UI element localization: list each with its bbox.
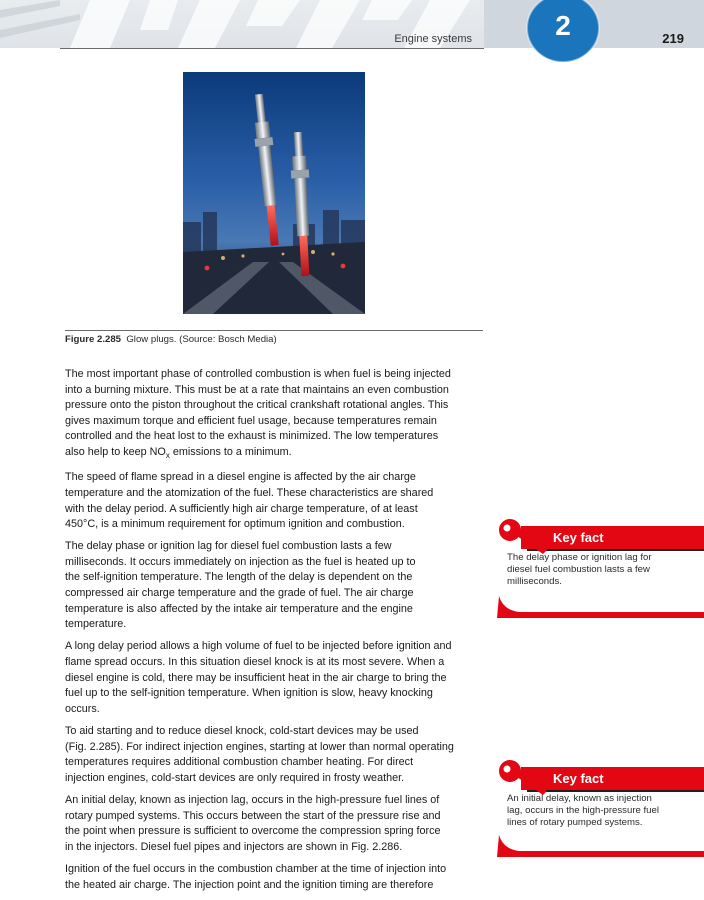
text-line: occurs. (65, 702, 100, 715)
paragraph (65, 862, 485, 893)
paragraph (65, 793, 485, 855)
key-fact-footer (497, 835, 704, 857)
text-line: temperature is also affected by the intake air temperature and the engine (65, 602, 413, 615)
text-line: An initial delay, known as injection lag, occurs in the high-pressure fuel lines of (65, 793, 440, 806)
text-line: 450°C, is a minimum requirement for optimum ignition and combustion. (65, 518, 405, 531)
text-line: in the injectors. Diesel fuel pipes and injectors are shown in Fig. 2.286. (65, 840, 403, 853)
text-line: temperature. (65, 618, 127, 631)
key-fact-box (497, 526, 704, 626)
text-line: milliseconds. It occurs immediately on injection as the fuel is heated up to (65, 555, 416, 568)
paragraph (65, 367, 485, 464)
key-fact-box (497, 767, 704, 859)
text-line: diesel engine is cold, there may be insufficient heat in the air charge to bring the (65, 671, 447, 684)
text-line: The most important phase of controlled combustion is when fuel is being injected (65, 368, 451, 380)
section-title: Engine systems (394, 33, 472, 45)
key-fact-header-shadow (527, 790, 704, 792)
text-line: The speed of flame spread in a diesel engine is affected by the air charge (65, 471, 416, 484)
key-fact-footer (497, 596, 704, 618)
text-fragment: emissions to a minimum. (169, 445, 292, 458)
key-fact-header-shadow (527, 549, 704, 551)
caption-rule (65, 330, 483, 331)
header-rule (60, 48, 484, 49)
key-fact-text (507, 793, 697, 830)
text-line: flame spread occurs. In this situation diesel knock is at its most severe. When a (65, 656, 445, 669)
chapter-number: 2 (555, 10, 571, 41)
body-text (65, 367, 485, 900)
paragraph (65, 539, 485, 633)
text-line: An initial delay, known as injection (507, 793, 652, 804)
text-line (65, 445, 485, 464)
paragraph (65, 470, 485, 532)
text-line: Ignition of the fuel occurs in the combustion chamber at the time of injection into (65, 862, 447, 875)
caption-text: Glow plugs. (Source: Bosch Media) (126, 334, 277, 345)
text-line: To aid starting and to reduce diesel knock, cold-start devices may be used (65, 725, 419, 737)
text-line: controlled and the heat lost to the exhaust is minimized. The low temperatures (65, 430, 439, 443)
text-line: the heated air charge. The injection point and the ignition timing are therefore (65, 878, 434, 891)
text-line: (Fig. 2.285). For indirect injection engines, starting at lower than normal operating (65, 740, 454, 753)
text-line: The delay phase or ignition lag for (507, 552, 652, 563)
text-fragment: also help to keep NO (65, 445, 166, 458)
text-line: lag, occurs in the high-pressure fuel (507, 805, 659, 817)
glow-plugs-photo (183, 72, 365, 314)
key-fact-title: Key fact (553, 771, 604, 786)
text-line: A long delay period allows a high volume of fuel to be injected before ignition and (65, 640, 452, 653)
caption-label: Figure 2.285 (65, 334, 121, 345)
text-line: compressed air charge temperature and the grade of fuel. The air charge (65, 587, 414, 600)
text-line: rotary pumped systems. This occurs between the start of the pressure rise and (65, 809, 441, 822)
text-line: lines of rotary pumped systems. (507, 817, 643, 829)
text-line: with the delay period. A sufficiently high air charge temperature, of at least (65, 502, 418, 515)
text-line: milliseconds. (507, 576, 562, 588)
text-line: temperatures requires additional combustion chamber heating. For direct (65, 756, 414, 769)
text-line: gives maximum torque and efficient fuel usage, because temperatures remain (65, 414, 437, 427)
paragraph (65, 724, 485, 786)
text-line: temperature and the atomization of the fuel. These characteristics are shared (65, 486, 434, 499)
subscript-x: x (165, 451, 170, 461)
text-line: pressure onto the piston throughout the critical crankshaft rotational angles. This (65, 399, 449, 412)
text-line: the self-ignition temperature. The length of the delay is dependent on the (65, 571, 413, 584)
text-line: fuel up to the self-ignition temperature. When ignition is slow, heavy knocking (65, 687, 433, 700)
text-line: diesel fuel combustion lasts a few (507, 564, 650, 576)
text-line: into a burning mixture. This must be at a rate that maintains an even combustion (65, 383, 449, 396)
key-fact-text (507, 552, 697, 589)
text-line: the point when pressure is sufficient to overcome the compression spring force (65, 825, 441, 838)
page-number: 219 (662, 31, 684, 46)
text-line: The delay phase or ignition lag for diesel fuel combustion lasts a few (65, 540, 392, 553)
figure-caption (65, 334, 483, 345)
paragraph (65, 639, 485, 717)
key-fact-title: Key fact (553, 530, 604, 545)
text-line: injection engines, cold-start devices are only required in frosty weather. (65, 771, 405, 784)
